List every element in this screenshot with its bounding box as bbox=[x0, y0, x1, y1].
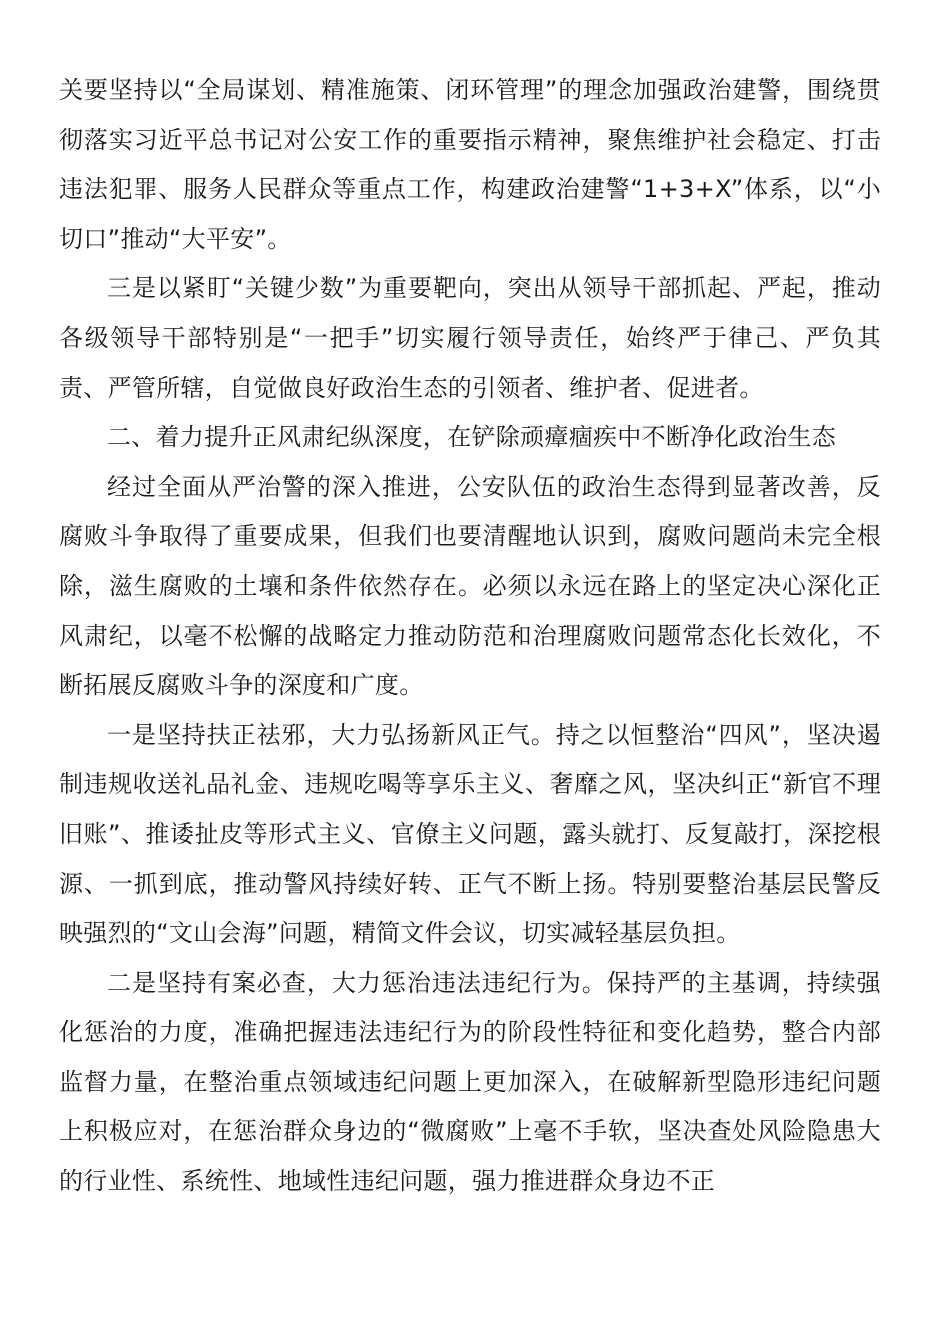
paragraph-point-one: 一是坚持扶正祛邪，大力弘扬新风正气。持之以恒整治“四风”，坚决遏制违规收送礼品礼金、违规吃喝等享乐主义、奢靡之风，坚决纠正“新官不理旧账”、推诿扯皮等形式主义、官僚主义问题，露头就打、反复敲打，深挖根源、一抓到底，推动警风持续好转、正气不断上扬。特别要整治基层民警反映强烈的“文山会海”问题，精简文件会议，切实减轻基层负担。 bbox=[59, 720, 881, 948]
paragraph-key-minority: 三是以紧盯“关键少数”为重要靶向，突出从领导干部抓起、严起，推动各级领导干部特别是“一把手”切实履行领导责任，始终严于律己、严负其责、严管所辖，自觉做良好政治生态的引领者、维护者、促进者。 bbox=[59, 274, 881, 402]
section-heading: 二、着力提升正风肃纪纵深度，在铲除顽瘴痼疾中不断净化政治生态 bbox=[107, 423, 836, 452]
paragraph-anti-corruption: 经过全面从严治警的深入推进，公安队伍的政治生态得到显著改善，反腐败斗争取得了重要成果，但我们也要清醒地认识到，腐败问题尚未完全根除，滋生腐败的土壤和条件依然存在。必须以永远在路上的坚定决心深化正风肃纪，以毫不松懈的战略定力推动防范和治理腐败问题常态化长效化，不断拓展反腐败斗争的深度和广度。 bbox=[59, 472, 881, 700]
document-body bbox=[59, 66, 881, 1207]
paragraph-point-two: 二是坚持有案必查，大力惩治违法违纪行为。保持严的主基调，持续强化惩治的力度，准确把握违法违纪行为的阶段性特征和变化趋势，整合内部监督力量，在整治重点领域违纪问题上更加深入，在破解新型隐形违纪问题上积极应对，在惩治群众身边的“微腐败”上毫不手软，坚决查处风险隐患大的行业性、系统性、地域性违纪问题，强力推进群众身边不正 bbox=[59, 968, 881, 1196]
paragraph-continuation: 关要坚持以“全局谋划、精准施策、闭环管理”的理念加强政治建警，围绕贯彻落实习近平总书记对公安工作的重要指示精神，聚焦维护社会稳定、打击违法犯罪、服务人民群众等重点工作，构建政治建警“1+3+X”体系，以“小切口”推动“大平安”。 bbox=[59, 76, 881, 253]
